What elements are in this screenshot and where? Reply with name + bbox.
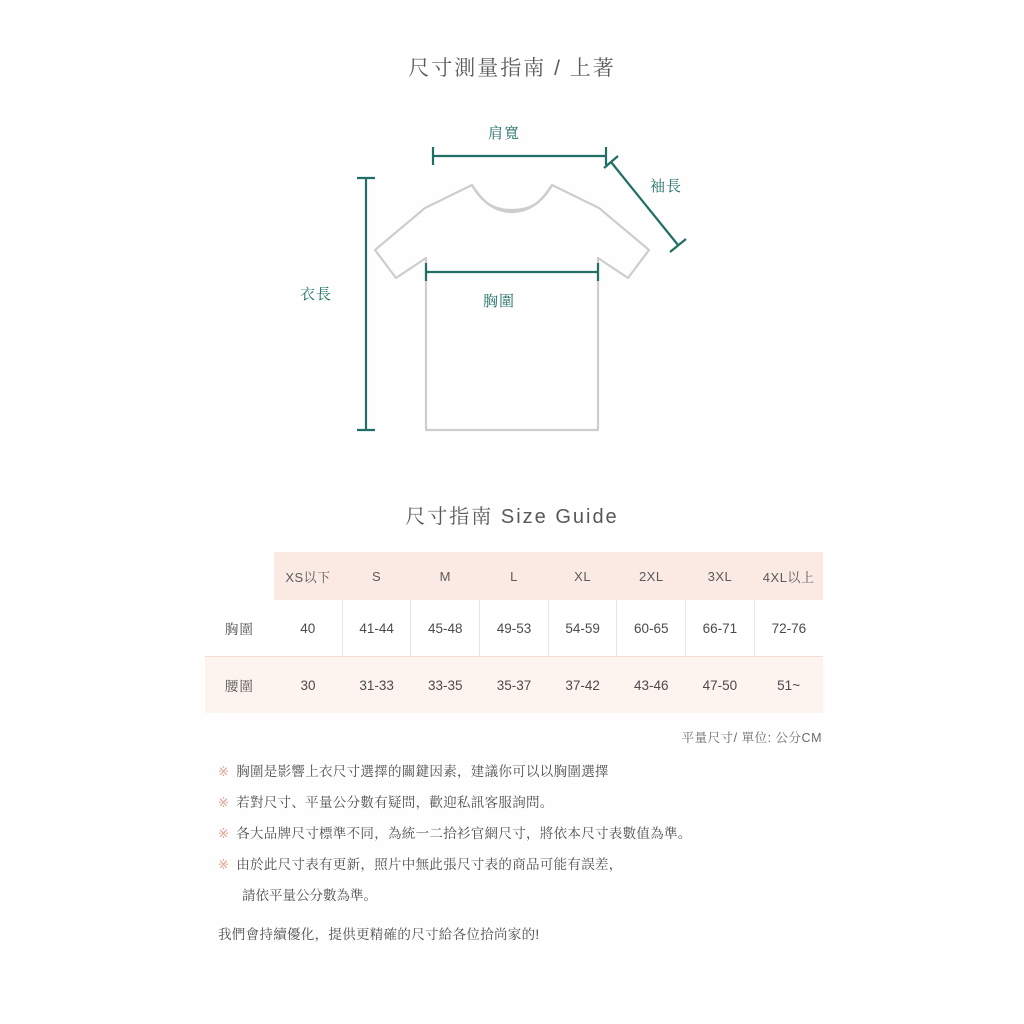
sleeve-measure-line — [604, 156, 686, 252]
note-bullet-icon: ※ — [218, 764, 230, 779]
garment-illustration — [200, 100, 824, 460]
note-text: 若對尺寸、平量公分數有疑問，歡迎私訊客服詢問。 — [236, 795, 554, 810]
table-row — [205, 657, 823, 714]
table-col-header: L — [480, 552, 549, 600]
size-table-wrapper — [205, 552, 823, 713]
table-cell: 60-65 — [617, 600, 686, 657]
note-item — [218, 789, 818, 816]
table-cell: 31-33 — [342, 657, 411, 714]
content-canvas — [200, 0, 824, 1024]
table-cell: 30 — [274, 657, 343, 714]
table-col-header: 3XL — [686, 552, 755, 600]
table-cell: 40 — [274, 600, 343, 657]
table-cell: 66-71 — [686, 600, 755, 657]
table-cell: 43-46 — [617, 657, 686, 714]
note-bullet-icon: ※ — [218, 826, 230, 841]
note-item — [218, 820, 818, 847]
table-col-header: S — [342, 552, 411, 600]
note-item — [218, 758, 818, 785]
note-continuation: 請依平量公分數為準。 — [242, 888, 377, 903]
table-col-header: XS以下 — [274, 552, 343, 600]
bust-measure-line — [426, 263, 598, 281]
note-text: 各大品牌尺寸標準不同，為統一二拾衫官網尺寸，將依本尺寸表數值為準。 — [236, 826, 692, 841]
shoulder-measure-line — [433, 147, 606, 165]
table-cell: 51~ — [754, 657, 823, 714]
note-text: 由於此尺寸表有更新，照片中無此張尺寸表的商品可能有誤差， — [236, 857, 623, 872]
table-cell: 33-35 — [411, 657, 480, 714]
label-sleeve: 袖長 — [650, 178, 683, 195]
note-bullet-icon: ※ — [218, 857, 230, 872]
table-row-label: 胸圍 — [205, 600, 274, 657]
length-measure-line — [357, 178, 375, 430]
note-bullet-icon: ※ — [218, 795, 230, 810]
table-col-header: 4XL以上 — [754, 552, 823, 600]
note-text: 胸圍是影響上衣尺寸選擇的關鍵因素，建議你可以以胸圍選擇 — [236, 764, 609, 779]
right-gutter — [824, 0, 1024, 1024]
table-cell: 47-50 — [686, 657, 755, 714]
table-col-header: M — [411, 552, 480, 600]
table-cell: 41-44 — [342, 600, 411, 657]
size-guide-heading: 尺寸指南 Size Guide — [405, 506, 619, 528]
table-cell: 49-53 — [480, 600, 549, 657]
page-title — [200, 52, 824, 82]
left-gutter — [0, 0, 200, 1024]
notes-list — [218, 758, 818, 948]
page-title-highlight — [394, 52, 630, 82]
flat-measure-note: 平量尺寸/ 單位: 公分CM — [681, 731, 822, 745]
table-corner-cell — [205, 552, 274, 600]
table-cell: 72-76 — [754, 600, 823, 657]
label-bust: 胸圍 — [483, 293, 516, 310]
page-title-text: 尺寸測量指南 / 上著 — [408, 57, 616, 80]
table-col-header: XL — [548, 552, 617, 600]
size-table — [205, 552, 823, 713]
table-cell: 45-48 — [411, 600, 480, 657]
table-row — [205, 600, 823, 657]
tshirt-diagram — [200, 100, 824, 460]
note-item — [218, 851, 818, 878]
table-cell: 35-37 — [480, 657, 549, 714]
table-row-label: 腰圍 — [205, 657, 274, 714]
table-cell: 54-59 — [548, 600, 617, 657]
label-length: 衣長 — [300, 286, 333, 303]
label-shoulder: 肩寬 — [488, 125, 521, 142]
table-cell: 37-42 — [548, 657, 617, 714]
note-final: 我們會持續優化，提供更精確的尺寸給各位拾尚家的! — [218, 927, 540, 942]
table-header-row — [205, 552, 823, 600]
table-col-header: 2XL — [617, 552, 686, 600]
